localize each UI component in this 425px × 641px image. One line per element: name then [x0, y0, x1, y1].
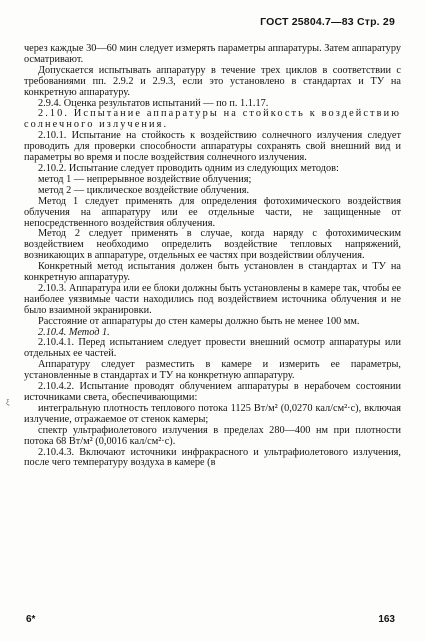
document-body [24, 44, 401, 469]
paragraph-2-10-4-3: 2.10.4.3. Включают источники инфракрасного и ультрафиолетового излучения, после чего температуру воздуха в камере (в [24, 446, 401, 469]
paragraph-2-10-1: 2.10.1. Испытание на стойкость к воздействию солнечного излучения следует проводить для проверки способности аппаратуры сохранять свой внешний вид и параметры во время и после воздействия солнечного излучения. [24, 130, 401, 164]
paragraph-2: Допускается испытывать аппаратуру в течение трех циклов в соответствии с требованиями пп. 2.9.2 и 2.9.3, если это установлено в стандартах и ТУ на конкретную аппаратуру. [24, 64, 401, 98]
paragraph-1: через каждые 30—60 мин следует измерять параметры аппаратуры. Затем аппаратуру осматривают. [24, 43, 401, 65]
paragraph-distance: Расстояние от аппаратуры до стен камеры должно быть не менее 100 мм. [38, 315, 360, 327]
paragraph-heat-flux: интегральную плотность теплового потока 1125 Вт/м² (0,0270 кал/см²·с), включая излучение, отражаемое от стенок камеры; [24, 402, 401, 425]
paragraph-specific-method: Конкретный метод испытания должен быть установлен в стандартах и ТУ на конкретную аппаратуру. [24, 261, 401, 284]
paragraph-method-2: Метод 2 следует применять в случае, когда наряду с фотохимическим воздействием необходимо определить воздействие тепловых напряжений, возникающих в аппаратуре, отдельных ее частях при воздействии облучения. [24, 228, 401, 262]
method-2-item: метод 2 — циклическое воздействие облучения. [38, 184, 250, 196]
paragraph-uv-spectrum: спектр ультрафиолетового излучения в пределах 280—400 нм при плотности потока 68 Вт/м² (0,0016 кал/см²·с). [24, 424, 401, 447]
paragraph-2-10-3: 2.10.3. Аппаратура или ее блоки должны быть установлены в камере так, чтобы ее наиболее уязвимые части находились под воздействием источника облучения и не было взаимной экранировки. [24, 282, 401, 316]
paragraph-method-1: Метод 1 следует применять для определения фотохимического воздействия облучения на аппаратуру или ее отдельные части, не защищенные от непосредственного воздействия облучения. [24, 195, 401, 229]
paragraph-2-10-4: 2.10.4. Метод 1. [38, 326, 110, 338]
paragraph-placement: Аппаратуру следует разместить в камере и измерить ее параметры, установленные в стандартах и ТУ на конкретную аппаратуру. [24, 359, 401, 382]
margin-mark: ξ [6, 398, 10, 407]
page-header: ГОСТ 25804.7—83 Стр. 29 [260, 16, 395, 28]
method-1-item: метод 1 — непрерывное воздействие облучения; [38, 173, 252, 185]
footer-signature-mark: 6* [26, 614, 36, 625]
paragraph-2-10-4-1: 2.10.4.1. Перед испытанием следует провести внешний осмотр аппаратуры или отдельных ее частей. [24, 337, 401, 360]
paragraph-2-10-2: 2.10.2. Испытание следует проводить одним из следующих методов: [38, 162, 339, 174]
section-2-10-heading: 2.10. Испытание аппаратуры на стойкость к воздействию солнечного излучения. [24, 108, 401, 131]
page-number: 163 [378, 614, 395, 625]
paragraph-2-10-4-2: 2.10.4.2. Испытание проводят облучением аппаратуры в нерабочем состоянии источниками света, обеспечивающими: [24, 381, 401, 403]
paragraph-2-9-4: 2.9.4. Оценка результатов испытаний — по п. 1.1.17. [38, 97, 269, 109]
